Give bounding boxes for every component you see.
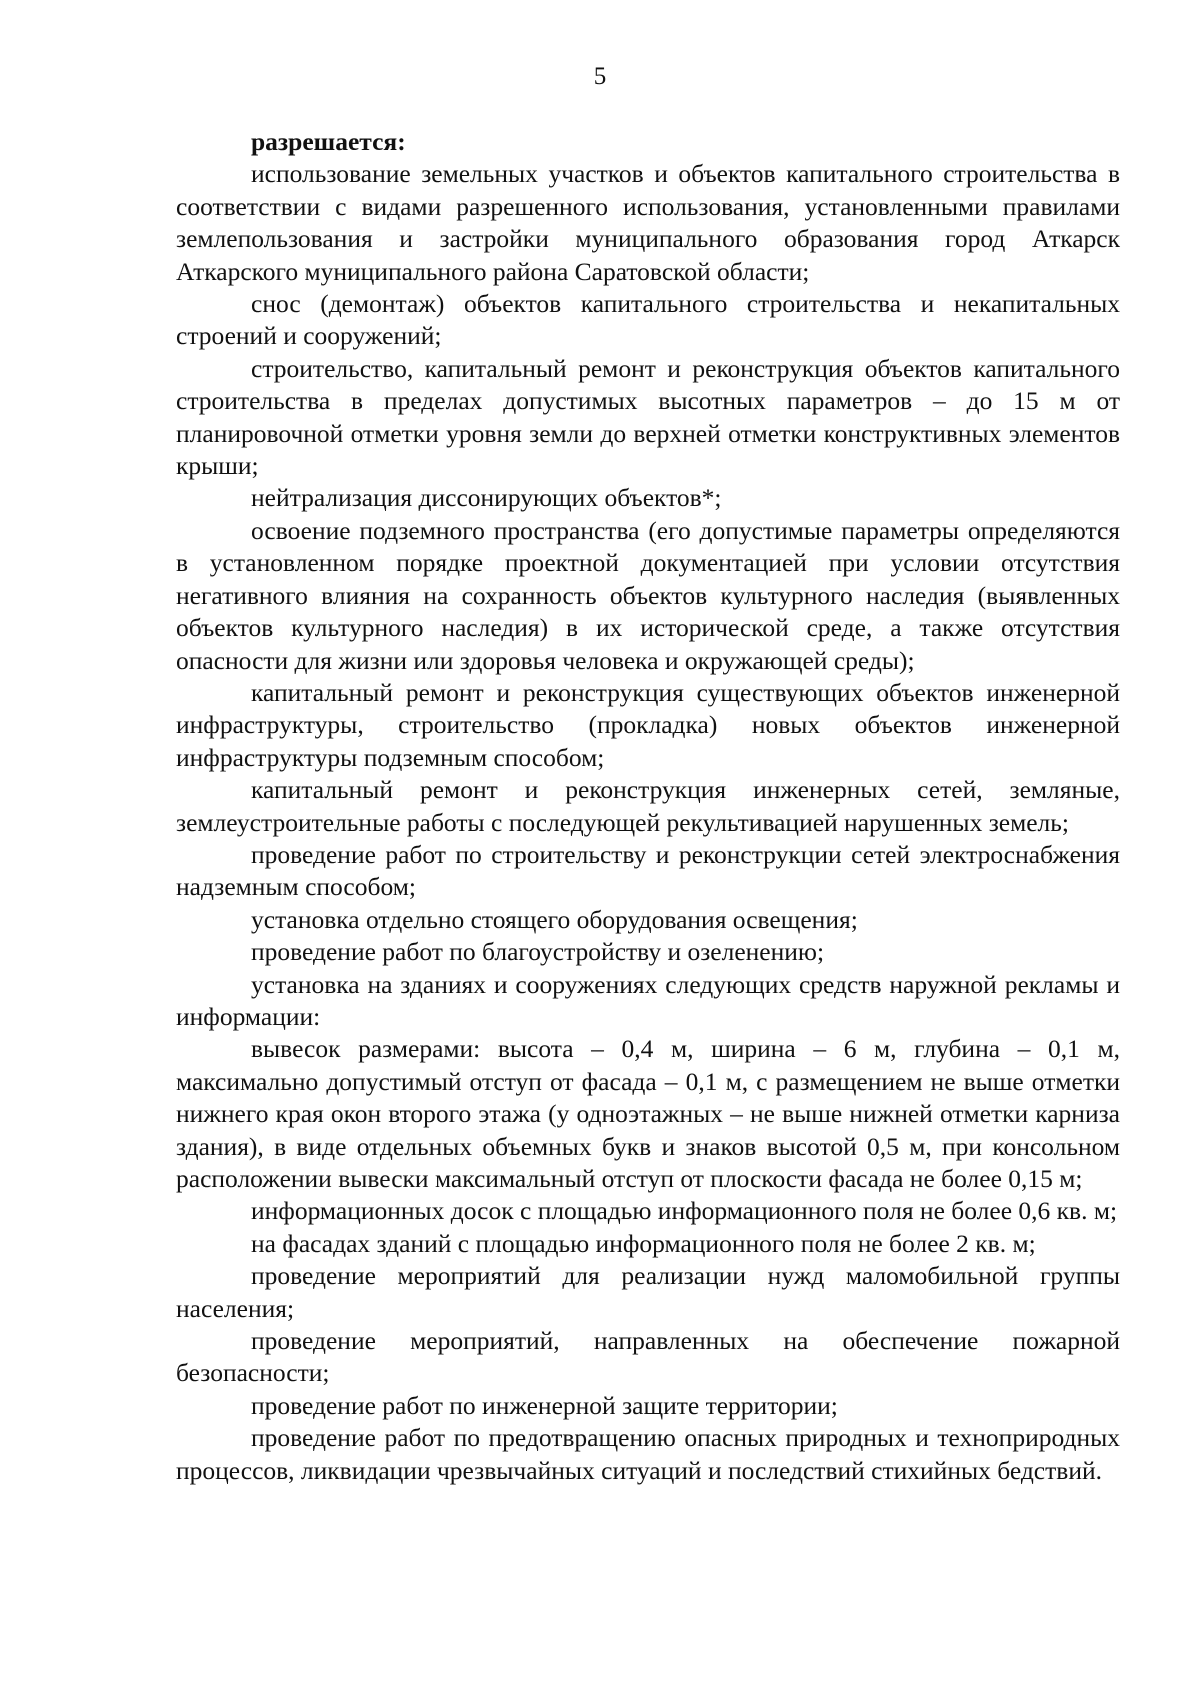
document-body — [176, 126, 1120, 1487]
paragraph: проведение работ по инженерной защите территории; — [251, 1390, 838, 1420]
paragraph: установка на зданиях и сооружениях следующих средств наружной рекламы и информации: — [176, 969, 1120, 1031]
page-number: 5 — [593, 63, 607, 90]
paragraph: проведение работ по благоустройству и озеленению; — [251, 937, 825, 967]
paragraph: на фасадах зданий с площадью информационного поля не более 2 кв. м; — [251, 1228, 1036, 1258]
paragraph: капитальный ремонт и реконструкция инженерных сетей, земляные, землеустроительные работы с последующей рекультивацией нарушенных земель; — [176, 775, 1120, 837]
paragraph: установка отдельно стоящего оборудования освещения; — [251, 904, 858, 934]
paragraph: строительство, капитальный ремонт и реконструкция объектов капитального строительства в пределах допустимых высотных параметров – до 15 м от планировочной отметки уровня земли до верхней отметки конструктивных элементов крыши; — [176, 353, 1120, 481]
paragraph: проведение работ по предотвращению опасных природных и техноприродных процессов, ликвидации чрезвычайных ситуаций и последствий стихийных бедствий. — [176, 1423, 1120, 1485]
paragraph: освоение подземного пространства (его допустимые параметры определяются в установленном порядке проектной документацией при условии отсутствия негативного влияния на сохранность объектов культурного наследия (выявленных объектов культурного наследия) в их исторической среде, а также отсутствия опасности для жизни или здоровья человека и окружающей среды); — [176, 515, 1120, 675]
section-heading: разрешается: — [251, 127, 406, 156]
paragraph: проведение работ по строительству и реконструкции сетей электроснабжения надземным способом; — [176, 839, 1120, 902]
paragraph: использование земельных участков и объектов капитального строительства в соответствии с видами разрешенного использования, установленными правилами землепользования и застройки муниципального образования город Аткарск Аткарского муниципального района Саратовской области; — [176, 159, 1120, 286]
paragraph: проведение мероприятий для реализации нужд маломобильной группы населения; — [176, 1261, 1120, 1323]
paragraph: капитальный ремонт и реконструкция существующих объектов инженерной инфраструктуры, строительство (прокладка) новых объектов инженерной инфраструктуры подземным способом; — [176, 677, 1120, 772]
paragraph: снос (демонтаж) объектов капитального строительства и некапитальных строений и сооружений; — [176, 289, 1120, 351]
paragraph: информационных досок с площадью информационного поля не более 0,6 кв. м; — [251, 1196, 1118, 1226]
paragraph: вывесок размерами: высота – 0,4 м, ширина – 6 м, глубина – 0,1 м, максимально допустимый отступ от фасада – 0,1 м, с размещением не выше отметки нижнего края окон второго этажа (у одноэтажных – не выше нижней отметки карниза здания), в виде отдельных объемных букв и знаков высотой 0,5 м, при консольном расположении вывески максимальный отступ от плоскости фасада не более 0,15 м; — [176, 1034, 1120, 1193]
paragraph: нейтрализация диссонирующих объектов*; — [251, 483, 722, 513]
paragraph: проведение мероприятий, направленных на обеспечение пожарной безопасности; — [176, 1326, 1120, 1388]
